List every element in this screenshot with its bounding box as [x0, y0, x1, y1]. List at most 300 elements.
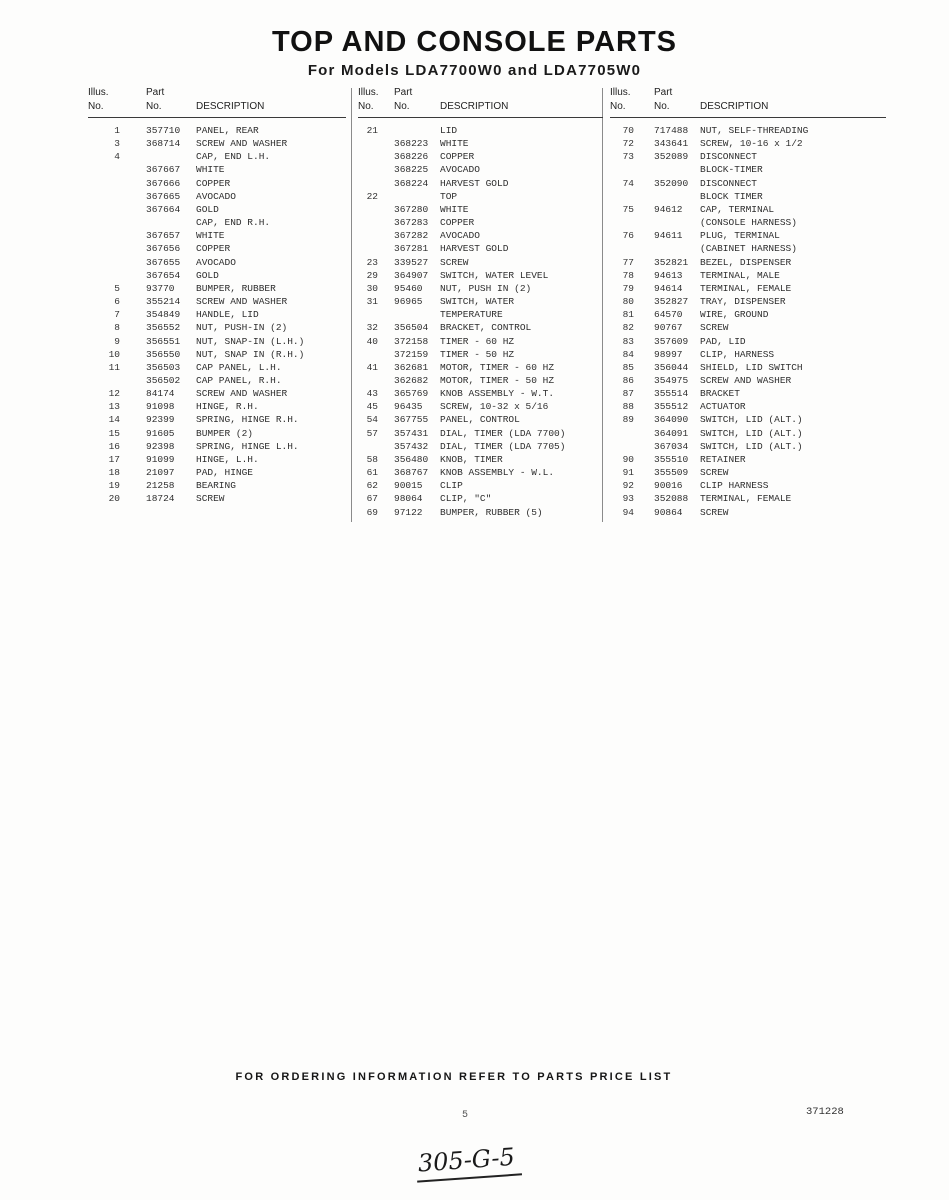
cell-illus: 12	[108, 388, 120, 400]
cell-illus	[88, 163, 128, 176]
cell-illus: 15	[108, 427, 120, 439]
cell-desc: COPPER	[440, 217, 475, 229]
cell-part	[642, 242, 700, 255]
cell-desc: SCREW AND WASHER	[196, 388, 288, 400]
cell-desc: TEMPERATURE	[440, 309, 503, 321]
cell-desc: SPRING, HINGE L.H.	[196, 440, 299, 452]
cell-desc: SWITCH, LID (ALT.)	[700, 440, 803, 452]
table-row	[358, 242, 603, 255]
cell-part	[642, 163, 700, 176]
cell-part: 21097	[146, 467, 175, 479]
cell-desc: WHITE	[196, 230, 225, 242]
cell-desc: SCREW	[700, 506, 729, 518]
cell-illus: 23	[366, 256, 378, 268]
cell-illus: 92	[622, 480, 634, 492]
column-header-row	[88, 86, 346, 100]
cell-illus	[88, 177, 128, 190]
no-header-label: No.	[654, 101, 670, 112]
table-row	[358, 427, 603, 440]
cell-desc: WHITE	[440, 138, 469, 150]
cell-illus: 8	[114, 322, 120, 334]
cell-desc: BUMPER (2)	[196, 427, 254, 439]
cell-part: 368767	[394, 467, 429, 479]
column-header-row	[358, 86, 603, 100]
table-row	[88, 492, 346, 505]
cell-part: 354975	[654, 374, 689, 386]
table-row	[610, 295, 886, 308]
table-row	[358, 361, 603, 374]
cell-illus: 29	[366, 269, 378, 281]
cell-illus	[358, 440, 386, 453]
cell-illus	[88, 190, 128, 203]
cell-illus: 89	[622, 414, 634, 426]
table-row	[610, 137, 886, 150]
cell-part: 93770	[146, 282, 175, 294]
cell-desc: CAP, END L.H.	[196, 151, 271, 163]
cell-desc: CAP, TERMINAL	[700, 203, 775, 215]
cell-desc: CLIP, "C"	[440, 493, 492, 505]
table-row	[88, 295, 346, 308]
cell-illus	[358, 163, 386, 176]
part-header-label: Part	[654, 87, 673, 98]
column-header-row	[610, 100, 886, 114]
table-row	[610, 190, 886, 203]
cell-illus	[610, 242, 642, 255]
illus-header-label: Illus.	[610, 87, 631, 98]
cell-part: 357431	[394, 427, 429, 439]
cell-illus: 62	[366, 480, 378, 492]
cell-part: 367667	[146, 164, 181, 176]
table-row	[88, 308, 346, 321]
cell-desc: LID	[440, 125, 458, 136]
table-row	[88, 413, 346, 426]
cell-desc: COPPER	[196, 177, 231, 189]
cell-part: 355214	[146, 296, 181, 308]
cell-desc: HINGE, R.H.	[196, 401, 259, 413]
cell-part: 355512	[654, 401, 689, 413]
cell-illus: 75	[622, 203, 634, 215]
cell-desc: WHITE	[196, 164, 225, 176]
cell-desc: PANEL, CONTROL	[440, 414, 520, 426]
cell-illus: 43	[366, 388, 378, 400]
cell-part	[386, 124, 440, 137]
table-row	[358, 335, 603, 348]
table-row	[358, 492, 603, 505]
table-row	[358, 387, 603, 400]
cell-desc: BEARING	[196, 480, 236, 492]
cell-part: 367656	[146, 243, 181, 255]
cell-part	[642, 190, 700, 203]
table-row	[358, 348, 603, 361]
table-row	[358, 177, 603, 190]
cell-part: 94611	[654, 230, 683, 242]
cell-desc: CAP PANEL, L.H.	[196, 361, 282, 373]
cell-illus: 85	[622, 361, 634, 373]
cell-part: 90864	[654, 506, 683, 518]
cell-desc: AVOCADO	[196, 256, 236, 268]
table-row	[610, 387, 886, 400]
cell-illus: 81	[622, 309, 634, 321]
table-row	[358, 203, 603, 216]
cell-part: 96965	[394, 296, 423, 308]
cell-desc: SCREW	[440, 256, 469, 268]
cell-part: 367034	[654, 440, 689, 452]
table-row	[358, 506, 603, 519]
table-row	[358, 124, 603, 137]
cell-illus	[610, 216, 642, 229]
cell-illus: 41	[366, 361, 378, 373]
table-row	[358, 150, 603, 163]
cell-illus: 84	[622, 348, 634, 360]
cell-illus	[88, 203, 128, 216]
table-row	[610, 163, 886, 176]
cell-illus	[88, 269, 128, 282]
table-row	[358, 137, 603, 150]
cell-part: 352821	[654, 256, 689, 268]
cell-part: 84174	[146, 388, 175, 400]
cell-illus: 80	[622, 296, 634, 308]
cell-part: 90767	[654, 322, 683, 334]
cell-desc: PAD, LID	[700, 335, 746, 347]
cell-part: 90016	[654, 480, 683, 492]
no-header-label: No.	[88, 101, 104, 112]
cell-part	[128, 150, 196, 163]
cell-illus: 86	[622, 374, 634, 386]
cell-part: 367281	[394, 243, 429, 255]
cell-part: 372158	[394, 335, 429, 347]
cell-illus: 1	[114, 125, 120, 136]
cell-part: 92399	[146, 414, 175, 426]
cell-part: 368226	[394, 151, 429, 163]
cell-part: 354849	[146, 309, 181, 321]
table-row	[88, 242, 346, 255]
table-row	[610, 203, 886, 216]
table-row	[610, 440, 886, 453]
cell-desc: SCREW, 10-16 x 1/2	[700, 138, 803, 150]
cell-illus: 54	[366, 414, 378, 426]
cell-illus	[358, 242, 386, 255]
cell-desc: TOP	[440, 190, 458, 202]
part-header-label: Part	[146, 87, 165, 98]
cell-illus: 58	[366, 453, 378, 465]
cell-desc: HINGE, L.H.	[196, 453, 259, 465]
cell-part: 372159	[394, 348, 429, 360]
cell-illus: 72	[622, 138, 634, 150]
cell-part: 362681	[394, 361, 429, 373]
cell-part: 364090	[654, 414, 689, 426]
no-header-label: No.	[394, 101, 410, 112]
cell-part: 367283	[394, 217, 429, 229]
cell-desc: KNOB ASSEMBLY - W.L.	[440, 467, 555, 479]
cell-desc: AVOCADO	[440, 164, 480, 176]
cell-part	[128, 216, 196, 229]
table-row	[358, 400, 603, 413]
cell-part: 356550	[146, 348, 181, 360]
table-row	[88, 440, 346, 453]
cell-desc: BUMPER, RUBBER	[196, 282, 276, 294]
cell-part: 362682	[394, 374, 429, 386]
cell-part: 94612	[654, 203, 683, 215]
cell-desc: SPRING, HINGE R.H.	[196, 414, 299, 426]
cell-illus: 69	[366, 506, 378, 518]
header-rule	[88, 117, 346, 118]
cell-desc: CLIP	[440, 480, 463, 492]
cell-illus: 74	[622, 177, 634, 189]
cell-desc: KNOB, TIMER	[440, 453, 503, 465]
cell-illus: 70	[622, 125, 634, 136]
cell-part: 356044	[654, 361, 689, 373]
cell-illus	[88, 242, 128, 255]
table-row	[358, 308, 603, 321]
document-number: 371228	[806, 1106, 844, 1118]
cell-part: 356551	[146, 335, 181, 347]
cell-desc: DIAL, TIMER (LDA 7705)	[440, 440, 566, 452]
cell-part: 98064	[394, 493, 423, 505]
cell-illus: 30	[366, 282, 378, 294]
no-header-label: No.	[358, 101, 374, 112]
cell-desc: CAP PANEL, R.H.	[196, 374, 282, 386]
table-row	[88, 190, 346, 203]
cell-illus: 22	[366, 190, 378, 202]
table-row	[88, 374, 346, 387]
cell-desc: MOTOR, TIMER - 60 HZ	[440, 361, 555, 373]
table-row	[610, 177, 886, 190]
cell-desc: (CABINET HARNESS)	[700, 243, 797, 255]
cell-desc: MOTOR, TIMER - 50 HZ	[440, 374, 555, 386]
cell-part: 352088	[654, 493, 689, 505]
cell-part: 356480	[394, 453, 429, 465]
cell-desc: BLOCK-TIMER	[700, 164, 763, 176]
table-row	[358, 440, 603, 453]
cell-illus: 10	[108, 348, 120, 360]
table-row	[610, 348, 886, 361]
cell-desc: HANDLE, LID	[196, 309, 259, 321]
cell-part: 355509	[654, 467, 689, 479]
cell-part: 91098	[146, 401, 175, 413]
parts-column-2	[358, 86, 603, 519]
cell-desc: SCREW, 10-32 x 5/16	[440, 401, 549, 413]
cell-part: 368225	[394, 164, 429, 176]
cell-part: 94614	[654, 282, 683, 294]
table-row	[610, 229, 886, 242]
no-header-label: No.	[146, 101, 162, 112]
parts-rows	[88, 124, 346, 506]
table-row	[358, 269, 603, 282]
cell-part: 356504	[394, 322, 429, 334]
cell-illus: 32	[366, 322, 378, 334]
cell-part: 64570	[654, 309, 683, 321]
cell-desc: GOLD	[196, 269, 219, 281]
no-header-label: No.	[610, 101, 626, 112]
table-row	[88, 335, 346, 348]
illus-header-label: Illus.	[358, 87, 379, 98]
cell-part: 91605	[146, 427, 175, 439]
cell-desc: TRAY, DISPENSER	[700, 296, 786, 308]
cell-desc: SCREW AND WASHER	[700, 374, 792, 386]
table-row	[610, 308, 886, 321]
cell-illus: 82	[622, 322, 634, 334]
table-row	[88, 466, 346, 479]
cell-part: 368714	[146, 138, 181, 150]
cell-illus: 20	[108, 493, 120, 505]
table-row	[610, 492, 886, 505]
cell-illus: 4	[114, 151, 120, 163]
cell-desc: PAD, HINGE	[196, 467, 254, 479]
description-header-label: DESCRIPTION	[196, 101, 265, 112]
cell-desc: SWITCH, LID (ALT.)	[700, 427, 803, 439]
description-header-label: DESCRIPTION	[700, 101, 769, 112]
cell-part: 356503	[146, 361, 181, 373]
table-row	[88, 427, 346, 440]
cell-part: 95460	[394, 282, 423, 294]
table-row	[610, 506, 886, 519]
cell-illus: 3	[114, 138, 120, 150]
parts-column-3	[610, 86, 886, 519]
table-row	[610, 321, 886, 334]
cell-desc: GOLD	[196, 203, 219, 215]
cell-part: 355510	[654, 453, 689, 465]
table-row	[358, 413, 603, 426]
table-row	[610, 282, 886, 295]
cell-desc: WIRE, GROUND	[700, 309, 769, 321]
cell-desc: BLOCK TIMER	[700, 190, 763, 202]
table-row	[88, 479, 346, 492]
table-row	[88, 453, 346, 466]
cell-desc: SCREW AND WASHER	[196, 138, 288, 150]
cell-part: 339527	[394, 256, 429, 268]
parts-rows	[610, 124, 886, 519]
cell-desc: CLIP HARNESS	[700, 480, 769, 492]
cell-desc: TERMINAL, FEMALE	[700, 493, 792, 505]
cell-desc: SCREW	[700, 322, 729, 334]
cell-illus: 57	[366, 427, 378, 439]
illus-header-label: Illus.	[88, 87, 109, 98]
table-row	[610, 374, 886, 387]
table-row	[88, 269, 346, 282]
cell-illus	[358, 150, 386, 163]
cell-illus: 6	[114, 296, 120, 308]
table-row	[610, 466, 886, 479]
cell-illus: 76	[622, 230, 634, 242]
cell-part: 367654	[146, 269, 181, 281]
cell-illus	[88, 229, 128, 242]
cell-illus	[358, 229, 386, 242]
table-row	[358, 282, 603, 295]
cell-illus: 11	[108, 361, 120, 373]
cell-illus	[610, 163, 642, 176]
cell-desc: DISCONNECT	[700, 151, 758, 163]
column-header-row	[358, 100, 603, 114]
table-row	[358, 229, 603, 242]
ordering-information-note: FOR ORDERING INFORMATION REFER TO PARTS PRICE LIST	[235, 1071, 673, 1083]
cell-illus	[88, 374, 128, 387]
cell-part: 98997	[654, 348, 683, 360]
table-row	[88, 203, 346, 216]
cell-desc: NUT, PUSH IN (2)	[440, 282, 532, 294]
cell-part: 97122	[394, 506, 423, 518]
cell-part: 355514	[654, 388, 689, 400]
cell-illus	[610, 440, 642, 453]
cell-illus: 5	[114, 282, 120, 294]
parts-rows	[358, 124, 603, 519]
cell-illus	[358, 177, 386, 190]
cell-illus: 18	[108, 467, 120, 479]
cell-illus	[88, 216, 128, 229]
table-row	[358, 466, 603, 479]
table-row	[88, 229, 346, 242]
cell-illus	[610, 427, 642, 440]
table-row	[610, 269, 886, 282]
cell-desc: DIAL, TIMER (LDA 7700)	[440, 427, 566, 439]
cell-desc: CLIP, HARNESS	[700, 348, 775, 360]
table-row	[88, 163, 346, 176]
cell-desc: ACTUATOR	[700, 401, 746, 413]
cell-desc: AVOCADO	[440, 230, 480, 242]
cell-part: 357432	[394, 440, 429, 452]
cell-part: 357710	[146, 125, 181, 136]
cell-desc: COPPER	[196, 243, 231, 255]
cell-part	[386, 190, 440, 203]
table-row	[88, 256, 346, 269]
table-row	[358, 295, 603, 308]
parts-column-1	[88, 86, 346, 506]
cell-part: 367655	[146, 256, 181, 268]
cell-desc: DISCONNECT	[700, 177, 758, 189]
header-rule	[610, 117, 886, 118]
table-row	[610, 400, 886, 413]
page-number: 5	[462, 1110, 469, 1121]
cell-part: 91099	[146, 453, 175, 465]
cell-illus: 13	[108, 401, 120, 413]
cell-desc: WHITE	[440, 203, 469, 215]
cell-part: 367280	[394, 203, 429, 215]
cell-illus: 78	[622, 269, 634, 281]
cell-illus	[610, 190, 642, 203]
cell-part: 352089	[654, 151, 689, 163]
cell-desc: NUT, SNAP IN (R.H.)	[196, 348, 305, 360]
cell-part	[386, 308, 440, 321]
table-row	[610, 453, 886, 466]
cell-illus: 87	[622, 388, 634, 400]
cell-desc: SCREW	[700, 467, 729, 479]
cell-illus: 83	[622, 335, 634, 347]
table-row	[358, 190, 603, 203]
cell-desc: SWITCH, LID (ALT.)	[700, 414, 803, 426]
page-title: TOP AND CONSOLE PARTS	[271, 26, 678, 58]
table-row	[610, 335, 886, 348]
cell-desc: HARVEST GOLD	[440, 243, 509, 255]
cell-desc: COPPER	[440, 151, 475, 163]
table-row	[610, 479, 886, 492]
cell-part: 21258	[146, 480, 175, 492]
cell-illus	[88, 256, 128, 269]
cell-illus: 19	[108, 480, 120, 492]
table-row	[358, 453, 603, 466]
table-row	[88, 216, 346, 229]
cell-desc: TIMER - 50 HZ	[440, 348, 515, 360]
cell-illus	[358, 203, 386, 216]
cell-illus	[358, 216, 386, 229]
cell-desc: AVOCADO	[196, 190, 236, 202]
cell-illus	[358, 348, 386, 361]
cell-part: 356552	[146, 322, 181, 334]
table-row	[88, 124, 346, 137]
page-subtitle: For Models LDA7700W0 and LDA7705W0	[307, 62, 642, 79]
cell-desc: BRACKET	[700, 388, 740, 400]
table-row	[88, 137, 346, 150]
table-row	[610, 124, 886, 137]
cell-illus: 16	[108, 440, 120, 452]
